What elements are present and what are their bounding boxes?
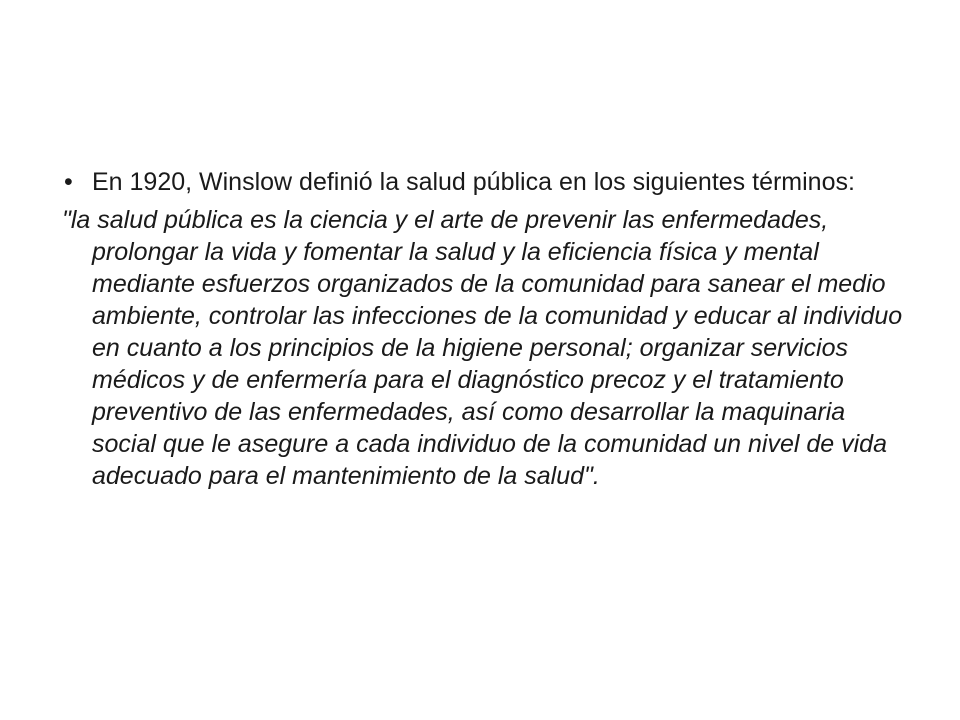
bullet-text: En 1920, Winslow definió la salud pública en los siguientes términos: (92, 168, 855, 196)
slide-content (62, 166, 912, 492)
bullet-dot-icon: • (64, 168, 73, 196)
winslow-quote: "la salud pública es la ciencia y el arte de prevenir las enfermedades, prolongar la vida y fomentar la salud y la eficiencia física y mental mediante esfuerzos organizados de la comunidad para sanear el medio ambiente, controlar las infecciones de la comunidad y educar al individuo en cuanto a los principios de la higiene personal; organizar servicios médicos y de enfermería para el diagnóstico precoz y el tratamiento preventivo de las enfermedades, así como desarrollar la maquinaria social que le asegure a cada individuo de la comunidad un nivel de vida adecuado para el mantenimiento de la salud". (62, 206, 903, 490)
bullet-item (62, 166, 912, 198)
